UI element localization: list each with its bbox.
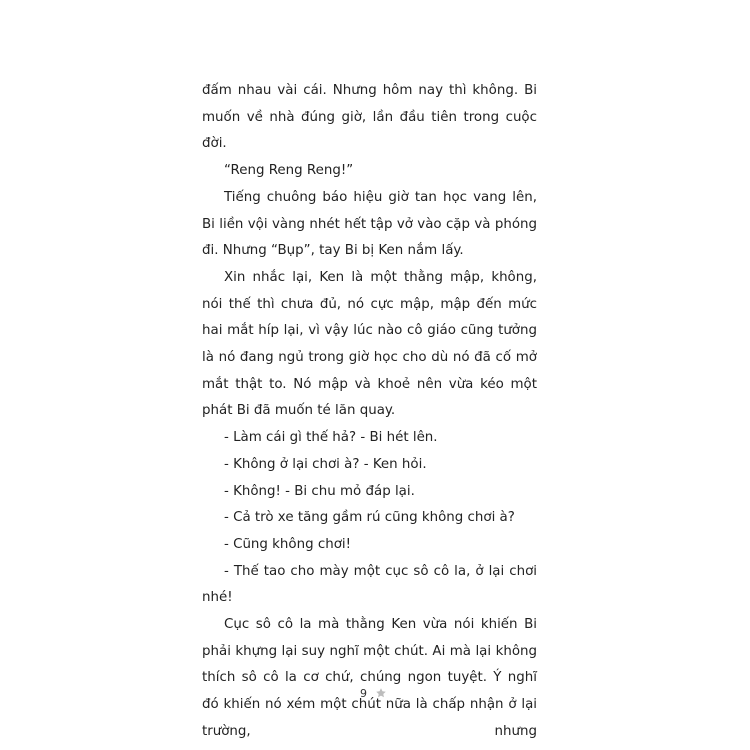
dialogue-line: - Làm cái gì thế hả? - Bi hét lên. — [224, 430, 438, 446]
body-text — [202, 78, 537, 746]
page-footer — [360, 684, 387, 702]
paragraph: Xin nhắc lại, Ken là một thằng mập, không, nói thế thì chưa đủ, nó cực mập, mập đến mức hai mắt híp lại, vì vậy lúc nào cô giáo cũng tưởng là nó đang ngủ trong giờ học cho dù nó đã cố mở mắt thật to. Nó mập và khoẻ nên vừa kéo một phát Bi đã muốn té lăn quay. — [202, 269, 537, 419]
paragraph: “Reng Reng Reng!” — [224, 163, 354, 179]
paragraph: Cục sô cô la mà thằng Ken vừa nói khiến Bi phải khựng lại suy nghĩ một chút. Ai mà lại không thích sô cô la cơ chứ, chúng ngon tuyệt. Ý nghĩ đó khiến nó xém một chút nữa là chấp nhận ở lại trường, nhưng — [202, 617, 537, 739]
paragraph: Tiếng chuông báo hiệu giờ tan học vang lên, Bi liền vội vàng nhét hết tập vở vào cặp và phóng đi. Nhưng “Bụp”, tay Bi bị Ken nắm lấy. — [202, 189, 537, 259]
paragraph: đấm nhau vài cái. Nhưng hôm nay thì không. Bi muốn về nhà đúng giờ, lần đầu tiên trong cuộc đời. — [202, 83, 537, 152]
dialogue-line: - Cả trò xe tăng gầm rú cũng không chơi à? — [224, 510, 515, 526]
dialogue-line: - Thế tao cho mày một cục sô cô la, ở lại chơi nhé! — [202, 563, 537, 606]
dialogue-line: - Không ở lại chơi à? - Ken hỏi. — [224, 456, 427, 472]
page-number: 9 — [360, 686, 367, 700]
star-icon — [375, 687, 387, 699]
dialogue-line: - Cũng không chơi! — [224, 536, 351, 552]
dialogue-line: - Không! - Bi chu mỏ đáp lại. — [224, 483, 415, 499]
